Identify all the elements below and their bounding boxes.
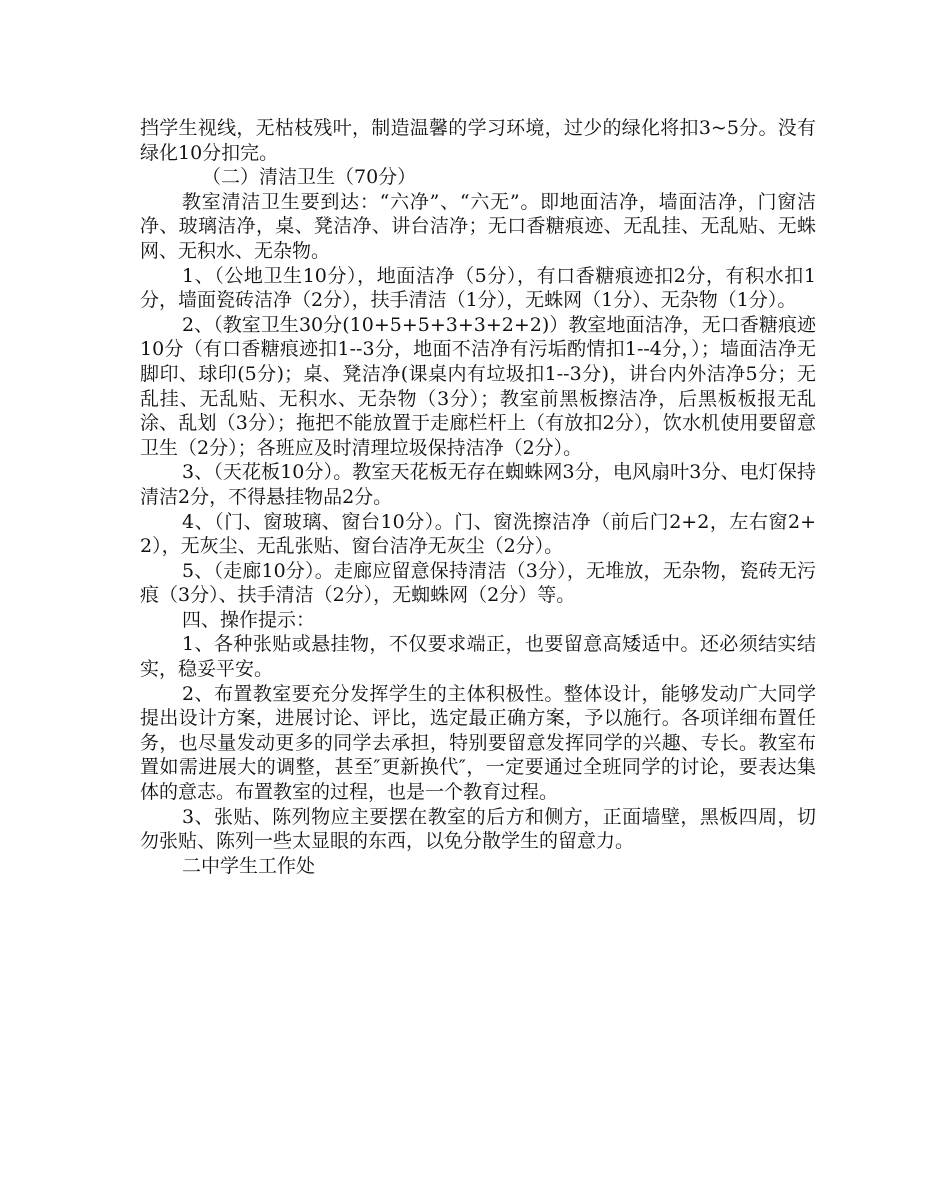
paragraph-tip-3: 3、张贴、陈列物应主要摆在教室的后方和侧方，正面墙壁，黑板四周，切勿张贴、陈列一些太显眼的东西，以免分散学生的留意力。 [140,805,816,853]
paragraph-cleaning-standard: 教室清洁卫生要到达：“六净”、“六无”。即地面洁净，墙面洁净，门窗洁净、玻璃洁净，桌、凳洁净、讲台洁净；无口香糖痕迹、无乱挂、无乱贴、无蛛网、无积水、无杂物。 [140,190,816,262]
paragraph-tip-1: 1、各种张贴或悬挂物，不仅要求端正，也要留意高矮适中。还必须结实结实，稳妥平安。 [140,633,816,681]
paragraph-greening-continued: 挡学生视线，无枯枝残叶，制造温馨的学习环境，过少的绿化将扣3~5分。没有绿化10分扣完。 [140,117,816,164]
paragraph-item-2-classroom: 2、（教室卫生30分(10+5+5+3+3+2+2)）教室地面洁净，无口香糖痕迹10分（有口香糖痕迹扣1--3分，地面不洁净有污垢酌情扣1--4分，）；墙面洁净无脚印、球印(5分)；桌、凳洁净(课桌内有垃圾扣1--3分)，讲台内外洁净5分；无乱挂、无乱贴、无积水、无杂物（3分）；教室前黑板擦洁净，后黑板板报无乱涂、乱划（3分）；拖把不能放置于走廊栏杆上（有放扣2分），饮水机使用要留意卫生（2分）；各班应及时清理垃圾保持洁净（2分）。 [140,313,816,459]
paragraph-item-1-public-area: 1、（公地卫生10分），地面洁净（5分），有口香糖痕迹扣2分，有积水扣1分，墙面瓷砖洁净（2分），扶手清洁（1分），无蛛网（1分）、无杂物（1分）。 [140,264,816,312]
signature-office: 二中学生工作处 [182,854,316,877]
section-heading-tips: 四、操作提示： [182,608,316,631]
section-heading-cleaning: （二）清洁卫生（70分） [202,166,417,189]
document-page [140,116,816,878]
paragraph-tip-2: 2、布置教室要充分发挥学生的主体积极性。整体设计，能够发动广大同学提出设计方案，进展讨论、评比，选定最正确方案，予以施行。各项详细布置任务，也尽量发动更多的同学去承担，特别要留意发挥同学的兴趣、专长。教室布置如需进展大的调整，甚至″更新换代″，一定要通过全班同学的讨论，要表达集体的意志。布置教室的过程，也是一个教育过程。 [140,682,816,804]
paragraph-item-3-ceiling: 3、（天花板10分）。教室天花板无存在蜘蛛网3分，电风扇叶3分、电灯保持清洁2分，不得悬挂物品2分。 [140,461,816,508]
paragraph-item-4-doors-windows: 4、（门、窗玻璃、窗台10分）。门、窗洗擦洁净（前后门2+2，左右窗2+2），无灰尘、无乱张贴、窗台洁净无灰尘（2分）。 [140,510,816,558]
paragraph-item-5-corridor: 5、（走廊10分）。走廊应留意保持清洁（3分），无堆放，无杂物，瓷砖无污痕（3分）、扶手清洁（2分），无蜘蛛网（2分）等。 [140,559,816,607]
